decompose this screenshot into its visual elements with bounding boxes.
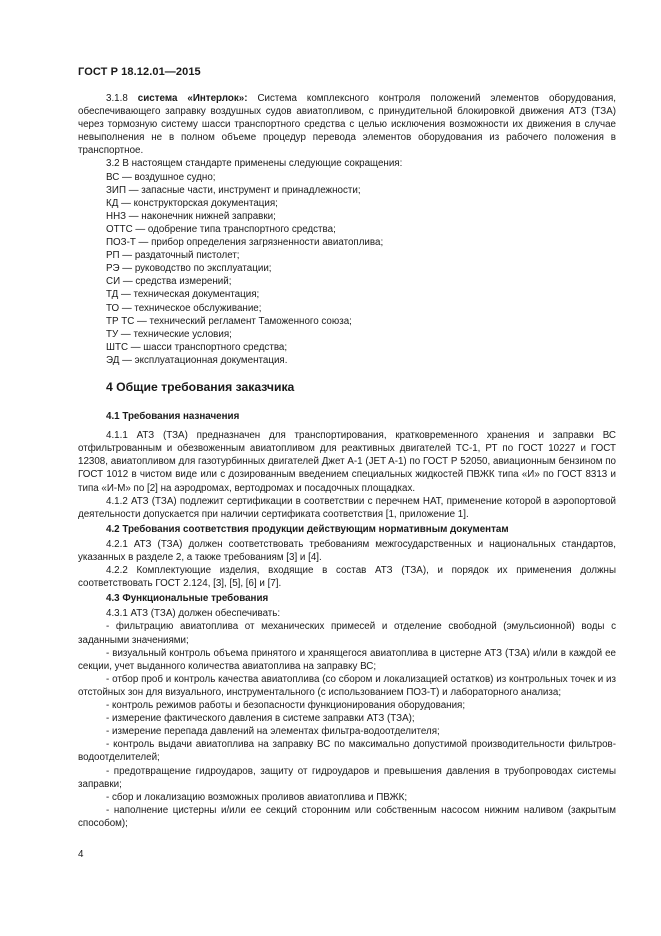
requirement-item: - измерение перепада давлений на элементах фильтра-водоотделителя; (106, 726, 440, 738)
section-4-3-title: 4.3 Функциональные требования (106, 593, 269, 605)
requirement-item: - визуальный контроль объема принятого и хранящегося авиатоплива в цистерне АТЗ (ТЗА) и/или в каждой ее секции, учет выданного количества авиатоплива на заправку ВС; (78, 647, 616, 672)
abbreviation-item: ТР ТС — технический регламент Таможенного союза; (106, 315, 352, 327)
requirement-item: - контроль выдачи авиатоплива на заправку ВС по максимально допустимой производительности фильтров-водоотделителей; (78, 739, 616, 764)
requirement-item: - отбор проб и контроль качества авиатоплива (со сбором и локализацией остатков) из контрольных точек и из отстойных зон для визуального, инструментального (с использованием ПОЗ-Т) и лабораторного анализа; (78, 673, 616, 698)
section-4-1-title: 4.1 Требования назначения (106, 411, 240, 423)
abbreviation-item: РП — раздаточный пистолет; (106, 250, 240, 262)
abbreviation-item: РЭ — руководство по эксплуатации; (106, 263, 272, 275)
abbreviation-item: ТО — техническое обслуживание; (106, 302, 262, 314)
abbreviation-item: ННЗ — наконечник нижней заправки; (106, 210, 276, 222)
paragraph-4-1-1: 4.1.1 АТЗ (ТЗА) предназначен для транспортирования, кратковременного хранения и заправки ВС отфильтрованным и обезвоженным авиатопливом для реактивных двигателей ТС-1, РТ по ГОСТ 10227 и ГОСТ 12308, авиатопливом для газотурбинных двигателей Джет А-1 (JET A-1) по ГОСТ Р 52050, авиационным бензином по ГОСТ 1012 в чистом виде или с дозированным введением специальных жидкостей ПВЖК типа «И» по ГОСТ 8313 и типа «И-М» по [2] на аэродромах, вертодромах и посадочных площадках. (78, 430, 616, 494)
abbreviation-item: СИ — средства измерений; (106, 276, 232, 288)
paragraph-4-1-2: 4.1.2 АТЗ (ТЗА) подлежит сертификации в соответствии с перечнем НАТ, применение которой в аэропортовой деятельности допускается при наличии сертификата соответствия [1, приложение 1]. (78, 495, 616, 520)
definition-term: система «Интерлок»: (137, 93, 248, 104)
abbreviation-item: ЭД — эксплуатационная документация. (106, 354, 288, 366)
definition-3-1-8 (78, 92, 616, 157)
abbreviation-item: ТД — техническая документация; (106, 289, 260, 301)
abbreviation-item: ТУ — технические условия; (106, 328, 232, 340)
abbreviation-item: КД — конструкторская документация; (106, 197, 278, 209)
section-4-title: 4 Общие требования заказчика (106, 379, 295, 394)
requirement-item: - наполнение цистерны и/или ее секций сторонним или собственным насосом нижним наливом (закрытым способом); (78, 804, 616, 829)
paragraph-4-2-1: 4.2.1 АТЗ (ТЗА) должен соответствовать требованиям межгосударственных и национальных стандартов, указанных в разделе 2, а также требованиям [3] и [4]. (78, 538, 616, 563)
document-header: ГОСТ Р 18.12.01—2015 (78, 66, 201, 78)
definition-number: 3.1.8 (106, 93, 128, 104)
document-body (78, 92, 616, 830)
abbreviation-item: ПОЗ-Т — прибор определения загрязненности авиатоплива; (106, 237, 384, 249)
paragraph-4-3-1: 4.3.1 АТЗ (ТЗА) должен обеспечивать: (106, 608, 281, 620)
section-4-2-title: 4.2 Требования соответствия продукции действующим нормативным документам (106, 523, 509, 535)
abbreviation-item: ОТТС — одобрение типа транспортного средства; (106, 223, 336, 235)
paragraph-4-2-2: 4.2.2 Комплектующие изделия, входящие в состав АТЗ (ТЗА), и порядок их применения должны соответствовать ГОСТ 2.124, [3], [5], [6] и [7]. (78, 565, 616, 590)
requirement-item: - контроль режимов работы и безопасности функционирования оборудования; (106, 700, 466, 712)
abbreviation-item: ЗИП — запасные части, инструмент и принадлежности; (106, 184, 361, 196)
requirements-list (78, 620, 616, 830)
definition-text: Система комплексного контроля положений элементов оборудования, обеспечивающего заправку воздушных судов авиатопливом, с принудительной блокировкой движения АТЗ (ТЗА) через тормозную систему шасси транспортного средства с целью исключения возможности их движения в случае невыполнения не в полном объеме процедур перевода элементов оборудования из рабочего положения в транспортное. (78, 93, 616, 157)
requirement-item: - измерение фактического давления в системе заправки АТЗ (ТЗА); (106, 713, 415, 725)
abbreviation-item: ШТС — шасси транспортного средства; (106, 341, 288, 353)
page-number: 4 (78, 849, 84, 860)
requirement-item: - сбор и локализацию возможных проливов авиатоплива и ПВЖК; (106, 791, 408, 803)
abbreviations-intro: 3.2 В настоящем стандарте применены следующие сокращения: (106, 158, 403, 170)
requirement-item: - предотвращение гидроударов, защиту от гидроударов и превышения давления в трубопроводах системы заправки; (78, 765, 616, 790)
abbreviations-list (78, 171, 616, 367)
requirement-item: - фильтрацию авиатоплива от механических примесей и отделение свободной (эмульсионной) воды с заданными значениями; (78, 621, 616, 646)
abbreviation-item: ВС — воздушное судно; (106, 171, 216, 183)
